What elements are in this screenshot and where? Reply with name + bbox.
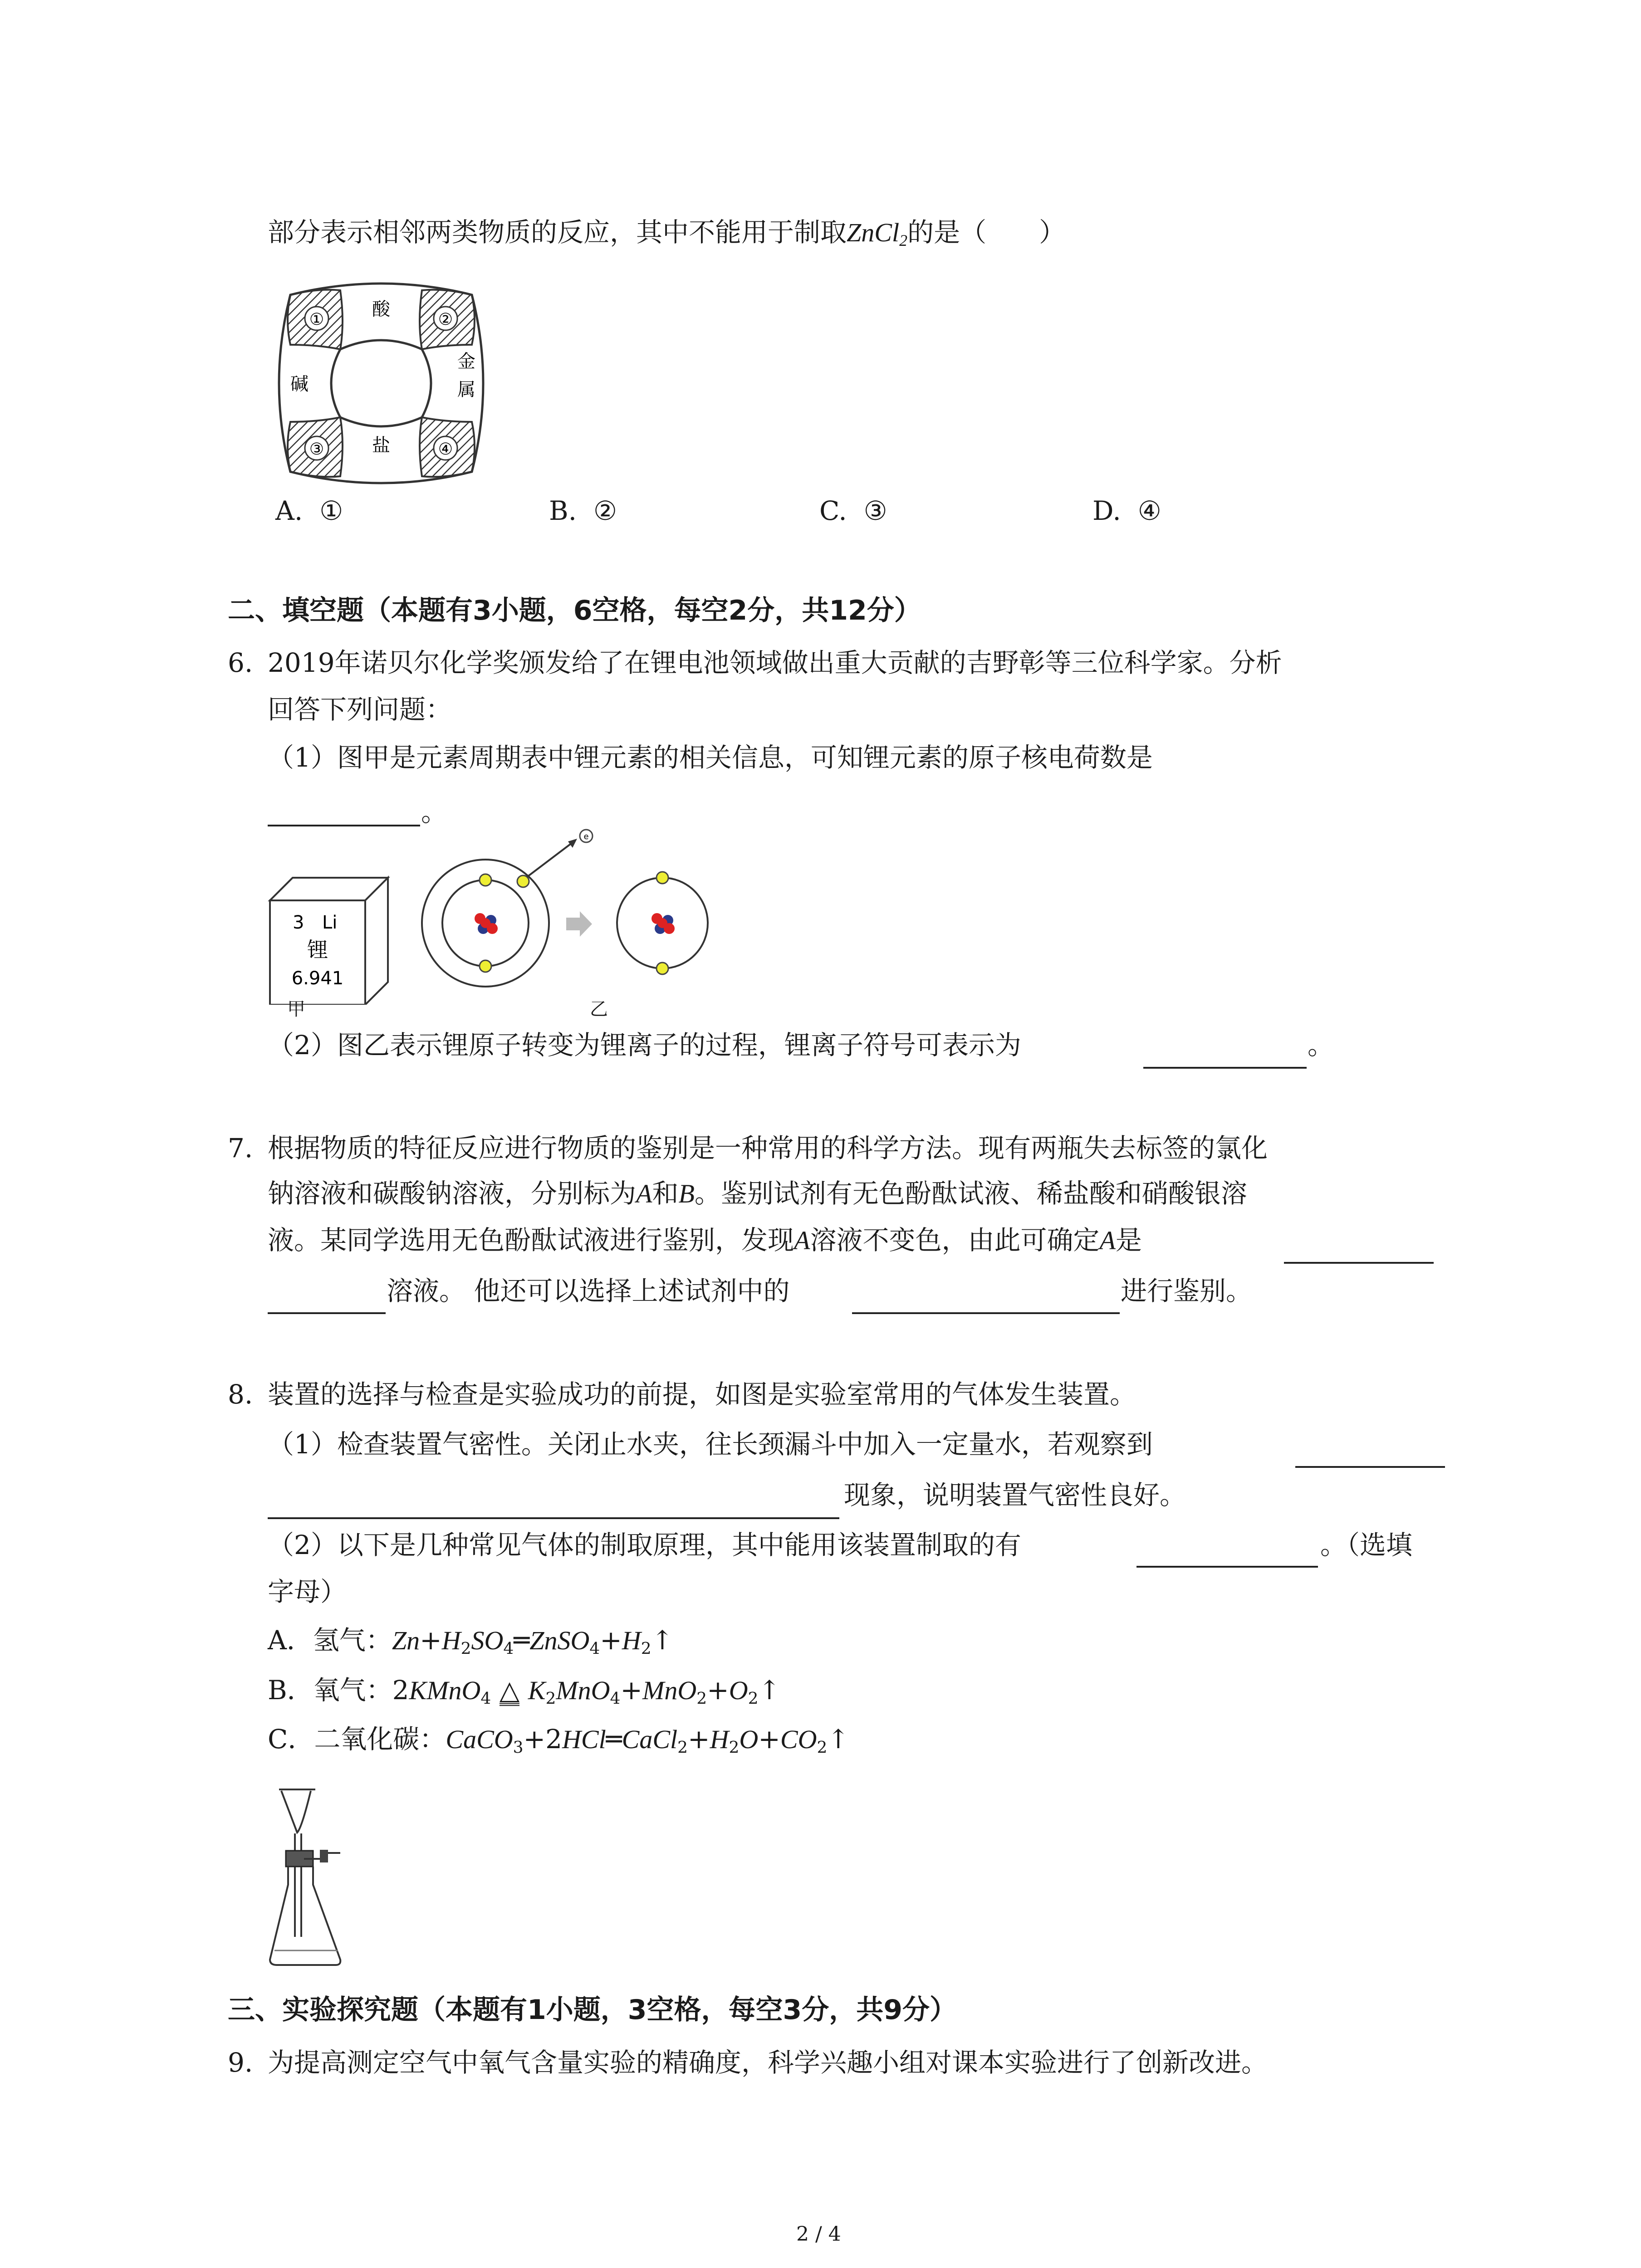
- q5-option-a[interactable]: A. ①: [275, 495, 343, 526]
- q6-part1-end: 。: [421, 797, 448, 827]
- label-yi: 乙: [590, 999, 608, 1020]
- tile-number: 3: [293, 912, 304, 933]
- tile-mass: 6.941: [291, 968, 344, 989]
- q8-part1: （1）检查装置气密性。关闭止水夹，往长颈漏斗中加入一定量水，若观察到: [268, 1429, 1153, 1460]
- q8-line1: 装置的选择与检查是实验成功的前提，如图是实验室常用的气体发生装置。: [268, 1379, 1136, 1410]
- diagram-metal: 金属: [457, 351, 475, 400]
- q8-number: 8.: [228, 1379, 253, 1410]
- label-jia: 甲: [287, 999, 305, 1020]
- diagram-n4: ④: [438, 440, 453, 459]
- lithium-tile: [268, 873, 390, 1005]
- q9-line1: 为提高测定空气中氧气含量实验的精确度，科学兴趣小组对课本实验进行了创新改进。: [268, 2047, 1268, 2078]
- q8-blank2[interactable]: [1136, 1566, 1318, 1568]
- q8-blank1a[interactable]: [1295, 1466, 1445, 1468]
- diagram-n2: ②: [438, 310, 453, 329]
- diagram-n1: ①: [309, 310, 324, 329]
- q6-part1: （1）图甲是元素周期表中锂元素的相关信息，可知锂元素的原子核电荷数是: [268, 742, 1153, 773]
- q5-option-b[interactable]: B. ②: [549, 495, 617, 526]
- page-number: 2 / 4: [796, 2223, 841, 2246]
- diagram-acid: 酸: [372, 299, 390, 320]
- q6-line1: 2019年诺贝尔化学奖颁发给了在锂电池领域做出重大贡献的吉野彰等三位科学家。分析: [268, 647, 1282, 678]
- q7-line3: 液。某同学选用无色酚酞试液进行鉴别，发现A溶液不变色，由此可确定A是: [268, 1225, 1142, 1256]
- diagram-base: 碱: [290, 374, 309, 395]
- q7-blank2[interactable]: [852, 1312, 1120, 1314]
- q5-option-c[interactable]: C. ③: [819, 495, 887, 526]
- gas-generation-apparatus: [263, 1783, 367, 1973]
- q6-line2: 回答下列问题：: [268, 694, 452, 725]
- tile-name: 锂: [307, 938, 328, 962]
- lithium-ion-diagram: [408, 828, 740, 996]
- acid-base-diagram: [272, 277, 490, 490]
- q7-blank1a[interactable]: [1284, 1262, 1434, 1264]
- q8-part2: （2）以下是几种常见气体的制取原理，其中能用该装置制取的有: [268, 1530, 1021, 1560]
- q7-number: 7.: [228, 1133, 253, 1163]
- diagram-n3: ③: [309, 440, 324, 459]
- q6-part2: （2）图乙表示锂原子转变为锂离子的过程，锂离子符号可表示为: [268, 1030, 1021, 1061]
- q8-part1-end: 现象，说明装置气密性良好。: [844, 1480, 1186, 1510]
- equation-b: B．氧气：2KMnO$_4$ △ $K_2MnO_4+MnO_2+O_2↑$: [268, 1675, 781, 1708]
- equation-a: A．氢气：$Zn+H_2SO_4═ZnSO_4+H_2↑$: [268, 1625, 674, 1658]
- q5-line1: 部分表示相邻两类物质的反应，其中不能用于制取ZnCl$_2$的是（ ）: [268, 217, 1066, 250]
- q6-part2-end: 。: [1308, 1030, 1334, 1061]
- q7-line4b: 进行鉴别。: [1121, 1276, 1253, 1306]
- q6-blank1[interactable]: [268, 825, 420, 826]
- q6-blank2[interactable]: [1143, 1067, 1307, 1069]
- q9-number: 9.: [228, 2047, 253, 2078]
- electron-sign: e: [583, 832, 589, 841]
- q7-line4a: 溶液。 他还可以选择上述试剂中的: [387, 1276, 790, 1306]
- diagram-salt: 盐: [372, 435, 390, 456]
- q8-blank1b[interactable]: [268, 1517, 839, 1519]
- q5-option-d[interactable]: D. ④: [1092, 495, 1161, 526]
- q7-line2: 钠溶液和碳酸钠溶液，分别标为A和B。鉴别试剂有无色酚酞试液、稀盐酸和硝酸银溶: [268, 1178, 1247, 1209]
- tile-symbol: Li: [322, 912, 338, 933]
- q8-part2-end: 。（选填: [1320, 1530, 1413, 1560]
- section2-heading: 二、填空题（本题有3小题，6空格，每空2分，共12分）: [228, 595, 921, 626]
- section3-heading: 三、实验探究题（本题有1小题，3空格，每空3分，共9分）: [228, 1994, 957, 2026]
- q8-part2-line2: 字母）: [268, 1576, 347, 1607]
- equation-c: C．二氧化碳：$CaCO_3+2HCl═CaCl_2+H_2O+CO_2↑$: [268, 1724, 849, 1757]
- q6-number: 6.: [228, 647, 253, 678]
- q7-blank1b[interactable]: [268, 1312, 386, 1314]
- q7-line1: 根据物质的特征反应进行物质的鉴别是一种常用的科学方法。现有两瓶失去标签的氯化: [268, 1133, 1268, 1163]
